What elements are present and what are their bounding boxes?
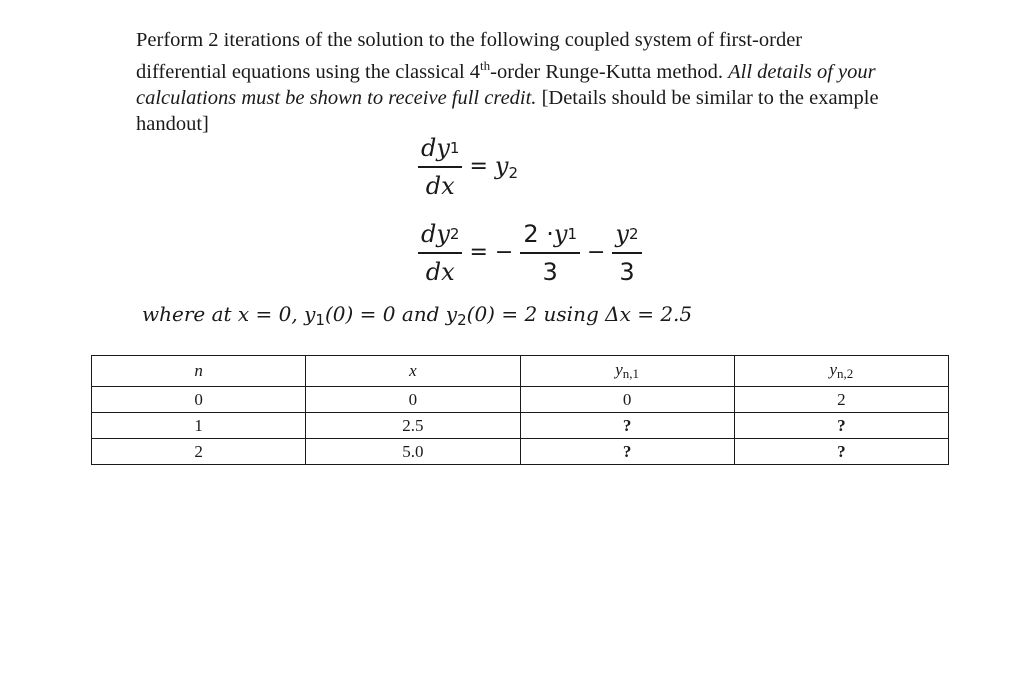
problem-sentence-start: Perform 2 iterations of the solution to the following coupled system of first-order differential equations using the classical 4 (136, 29, 803, 83)
header-y2 (734, 356, 948, 387)
header-n: n (92, 356, 306, 387)
eq1-den: dx (425, 171, 455, 200)
cell-y1: ? (520, 413, 734, 439)
eq1-derivative (418, 130, 462, 204)
eq2-term2-den: 3 (619, 257, 635, 286)
cell-n: 2 (92, 439, 306, 465)
header-y2-sub: n,2 (837, 366, 854, 381)
cell-x: 5.0 (306, 439, 520, 465)
eq1-rhs-var: y (494, 151, 509, 180)
table-row (92, 439, 949, 465)
table-header-row (92, 356, 949, 387)
eq2-term1 (520, 216, 580, 290)
table-row (92, 387, 949, 413)
conditions-y2-sub: 2 (457, 311, 467, 329)
eq2-minus: − (586, 240, 606, 266)
problem-superscript: th (480, 58, 491, 73)
eq2-den: dx (425, 257, 455, 286)
cell-x: 2.5 (306, 413, 520, 439)
eq2-derivative (418, 216, 462, 290)
problem-sentence-end: -order Runge-Kutta method. (490, 60, 724, 83)
header-y1 (520, 356, 734, 387)
cell-y1: ? (520, 439, 734, 465)
eq2-term1-var: y (553, 220, 568, 248)
header-y1-main: y (615, 360, 623, 379)
eq2-num: dy (421, 220, 450, 248)
problem-emphasis: All details of your calculations must be shown to receive full credit. (136, 60, 876, 109)
eq1-equals: = (469, 154, 488, 180)
cell-y2: 2 (734, 387, 948, 413)
eq2-term2-var: y (615, 220, 629, 248)
eq2-term1-den: 3 (542, 257, 558, 286)
conditions-y1-tail: (0) = 0 and y (324, 302, 458, 326)
eq2-term2 (612, 216, 641, 290)
header-y2-main: y (829, 360, 838, 379)
eq2-equals: = − (469, 240, 514, 266)
conditions-y2-tail: (0) = 2 using Δx = 2.5 (466, 302, 693, 326)
eq1-rhs-sub: 2 (508, 163, 519, 182)
table-row (92, 413, 949, 439)
eq2-term1-sub: 1 (567, 225, 577, 243)
cell-n: 0 (92, 387, 306, 413)
cell-y2: ? (734, 413, 948, 439)
problem-statement (136, 27, 896, 137)
equation-1 (418, 130, 518, 204)
cell-y1: 0 (520, 387, 734, 413)
cell-n: 1 (92, 413, 306, 439)
eq2-term2-sub: 2 (628, 225, 639, 243)
cell-x: 0 (306, 387, 520, 413)
equation-2 (418, 216, 642, 290)
header-y1-sub: n,1 (622, 366, 640, 381)
problem-note: [Details should be similar to the example handout] (136, 86, 879, 135)
initial-conditions (142, 300, 692, 334)
results-table (91, 355, 949, 465)
eq2-term1-coef: 2 · (523, 220, 554, 248)
eq2-num-sub: 2 (449, 225, 460, 243)
eq1-rhs (495, 152, 518, 182)
conditions-prefix: where at x = 0, y (142, 302, 316, 326)
cell-y2: ? (734, 439, 948, 465)
eq1-num-sub: 1 (449, 139, 460, 157)
eq1-num: dy (421, 134, 450, 162)
header-x: x (306, 356, 520, 387)
conditions-y1-sub: 1 (315, 311, 325, 329)
